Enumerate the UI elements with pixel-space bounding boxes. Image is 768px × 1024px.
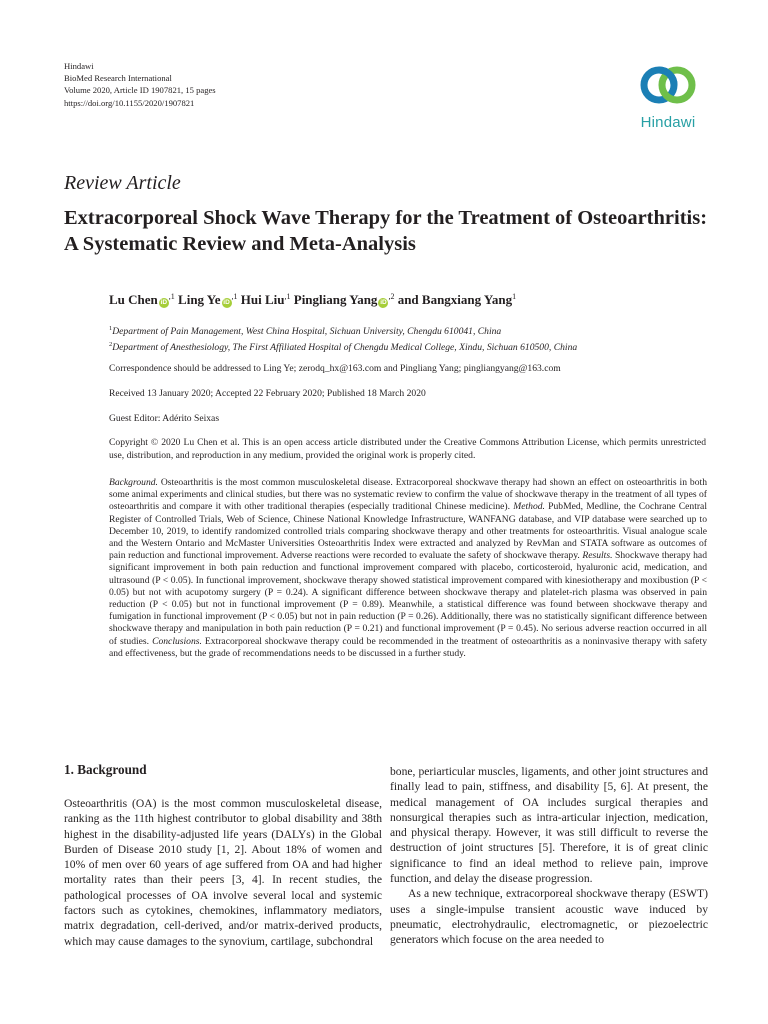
abstract-background-label: Background. (109, 477, 158, 488)
affiliation-2: $^2$Department of Anesthesiology, The First Affiliated Hospital of Chengdu Medical College, Xindu, Sichuan 610500, China (109, 341, 578, 353)
abstract-results: Shockwave therapy had significant improvement in both pain reduction and functional improvement compared with placebo, corticosteroid, hyaluronic acid, medication, and ultrasound (P < 0.05). In functional improvement, shockwave therapy showed statistical improvement compared with kinesiotherapy and moxibustion (P < 0.05) but not with acupotomy surgery (P = 0.24). A significant difference between shockwave therapy and platelet-rich plasma was observed in pain reduction (P < 0.05) but not in functional improvement (P = 0.89). Meanwhile, a statistical difference was found between shockwave therapy and fumigation in functional improvement (P < 0.05) but not in pain reduction (P = 0.26). Additionally, there was no statistically significant difference between shockwave therapy and manipulation in both pain reduction (P = 0.21) and functional improvement (P = 0.45). No serious adverse reaction occurred in all of studies. (109, 550, 707, 647)
paragraph: bone, periarticular muscles, ligaments, and other joint structures and finally lead to pain, stiffness, and disability [5, 6]. At present, the medical management of OA includes surgical therapies and nonsurgical therapies such as intra-articular injection, medication, and physical therapy. However, it was still difficult to reverse the destruction of joint structures [5]. Therefore, it is of great clinic significance to find an ideal method to relieve pain, improve function, and delay the disease progression. (390, 765, 708, 886)
hindawi-logo (631, 60, 705, 138)
author-2-affil: 1 (233, 292, 238, 301)
abstract-method: PubMed, Medline, the Cochrane Central Register of Controlled Trials, Web of Science, Chinese National Knowledge Infrastructure, WANFANG database, and VIP database were searched up to December 10, 2019, to identify randomized controlled trials comparing shockwave therapy and other treatments for osteoarthritis. Visual analogue scale and the Western Ontario and McMaster Universities Osteoarthritis Index were extracted and analyzed by RevMan and STATA software as outcomes of pain reduction and functional improvement. Adverse reactions were recorded to evaluate the safety of shockwave therapy. (109, 501, 707, 562)
copyright-notice: Copyright © 2020 Lu Chen et al. This is an open access article distributed under the Creative Commons Attribution License, which permits unrestricted use, distribution, and reproduction in any medium, provided the original work is properly cited. (109, 437, 706, 461)
author-1[interactable]: Lu Chen (109, 292, 158, 307)
affiliation-1: $^1$Department of Pain Management, West China Hospital, Sichuan University, Chengdu 610041, China (109, 325, 502, 337)
correspondence: Correspondence should be addressed to Ling Ye; zerodq_hx@163.com and Pingliang Yang; pingliangyang@163.com (109, 363, 561, 374)
orcid-icon[interactable]: iD (380, 299, 387, 306)
guest-editor: Guest Editor: Adérito Seixas (109, 413, 220, 424)
abstract-conclusions: Extracorporeal shockwave therapy could be recommended in the treatment of osteoarthritis as a noninvasive therapy with safety and effectiveness, but the grade of recommendations needs to be discussed in a further study. (109, 635, 707, 659)
body-column-left (64, 796, 382, 949)
abstract-background: Osteoarthritis is the most common musculoskeletal disease. Extracorporeal shockwave therapy had shown an effect on osteoarthritis in both some animal experiments and clinical studies, but there was no systematic review to confirm the value of shockwave therapy in the treatment of all types of osteoarthritis and compare it with other traditional therapies (especially traditional Chinese medicine). (109, 477, 707, 513)
abstract (109, 477, 707, 660)
logo-wordmark: Hindawi (640, 114, 696, 131)
affiliations (109, 322, 577, 354)
author-4[interactable]: Pingliang Yang (293, 292, 378, 307)
paragraph: As a new technique, extracorporeal shockwave therapy (ESWT) uses a single-impulse transient acoustic wave induced by pneumatic, electrohydraulic, electromagnetic, or piezoelectric generators which focuse on the area needed to (390, 887, 708, 947)
article-type: Review Article (64, 172, 181, 194)
article-title: Extracorporeal Shock Wave Therapy for the Treatment of Osteoarthritis: A Systematic Review and Meta-Analysis (64, 207, 708, 255)
orcid-icon[interactable]: iD (160, 299, 168, 306)
publisher-name: Hindawi (64, 61, 94, 71)
publication-dates: Received 13 January 2020; Accepted 22 February 2020; Published 18 March 2020 (109, 388, 426, 399)
orcid-icon[interactable]: iD (223, 299, 230, 306)
author-3-affil: 1 (286, 292, 291, 301)
volume-info: Volume 2020, Article ID 1907821, 15 pages (64, 85, 216, 96)
journal-meta (64, 60, 216, 109)
author-5-affil: 1 (512, 292, 517, 301)
author-5[interactable]: and Bangxiang Yang (397, 292, 513, 307)
author-1-affil: 1 (170, 292, 175, 301)
abstract-conclusions-label: Conclusions. (152, 635, 202, 647)
paragraph: Osteoarthritis (OA) is the most common musculoskeletal disease, ranking as the 11th highest contributor to global disability and 38th highest in the disability-adjusted life years (DALYs) in the Global Burden of Disease 2010 study [1, 2]. About 18% of women and 10% of men over 60 years of age suffered from OA and had higher mortality rates than their peers [3, 4]. In recent studies, the pathological processes of OA involve several local and systemic factors such as cytokines, chemokines, inflammatory mediators, matrix degradation, cell-derived, and/or matrix-derived products, which may cause damages to the synovium, cartilage, subchondral (64, 797, 382, 948)
journal-name: BioMed Research International (64, 73, 172, 84)
section-heading: 1. Background (64, 762, 147, 777)
body-column-right (390, 764, 708, 948)
doi-link[interactable]: https://doi.org/10.1155/2020/1907821 (64, 97, 195, 108)
abstract-results-label: Results. (582, 550, 613, 562)
author-4-affil: 2 (390, 292, 395, 301)
author-3[interactable]: Hui Liu (240, 292, 285, 307)
hindawi-logo-icon (631, 60, 705, 112)
author-list: Lu Chen $iD^{,1}$ Ling Ye $iD^{,1}$ Hui Liu$^{,1}$ Pingliang Yang $iD^{,2}$ and Bangxiang Yang$^1$ (109, 292, 517, 307)
abstract-method-label: Method. (513, 501, 545, 513)
author-2[interactable]: Ling Ye (178, 292, 221, 307)
